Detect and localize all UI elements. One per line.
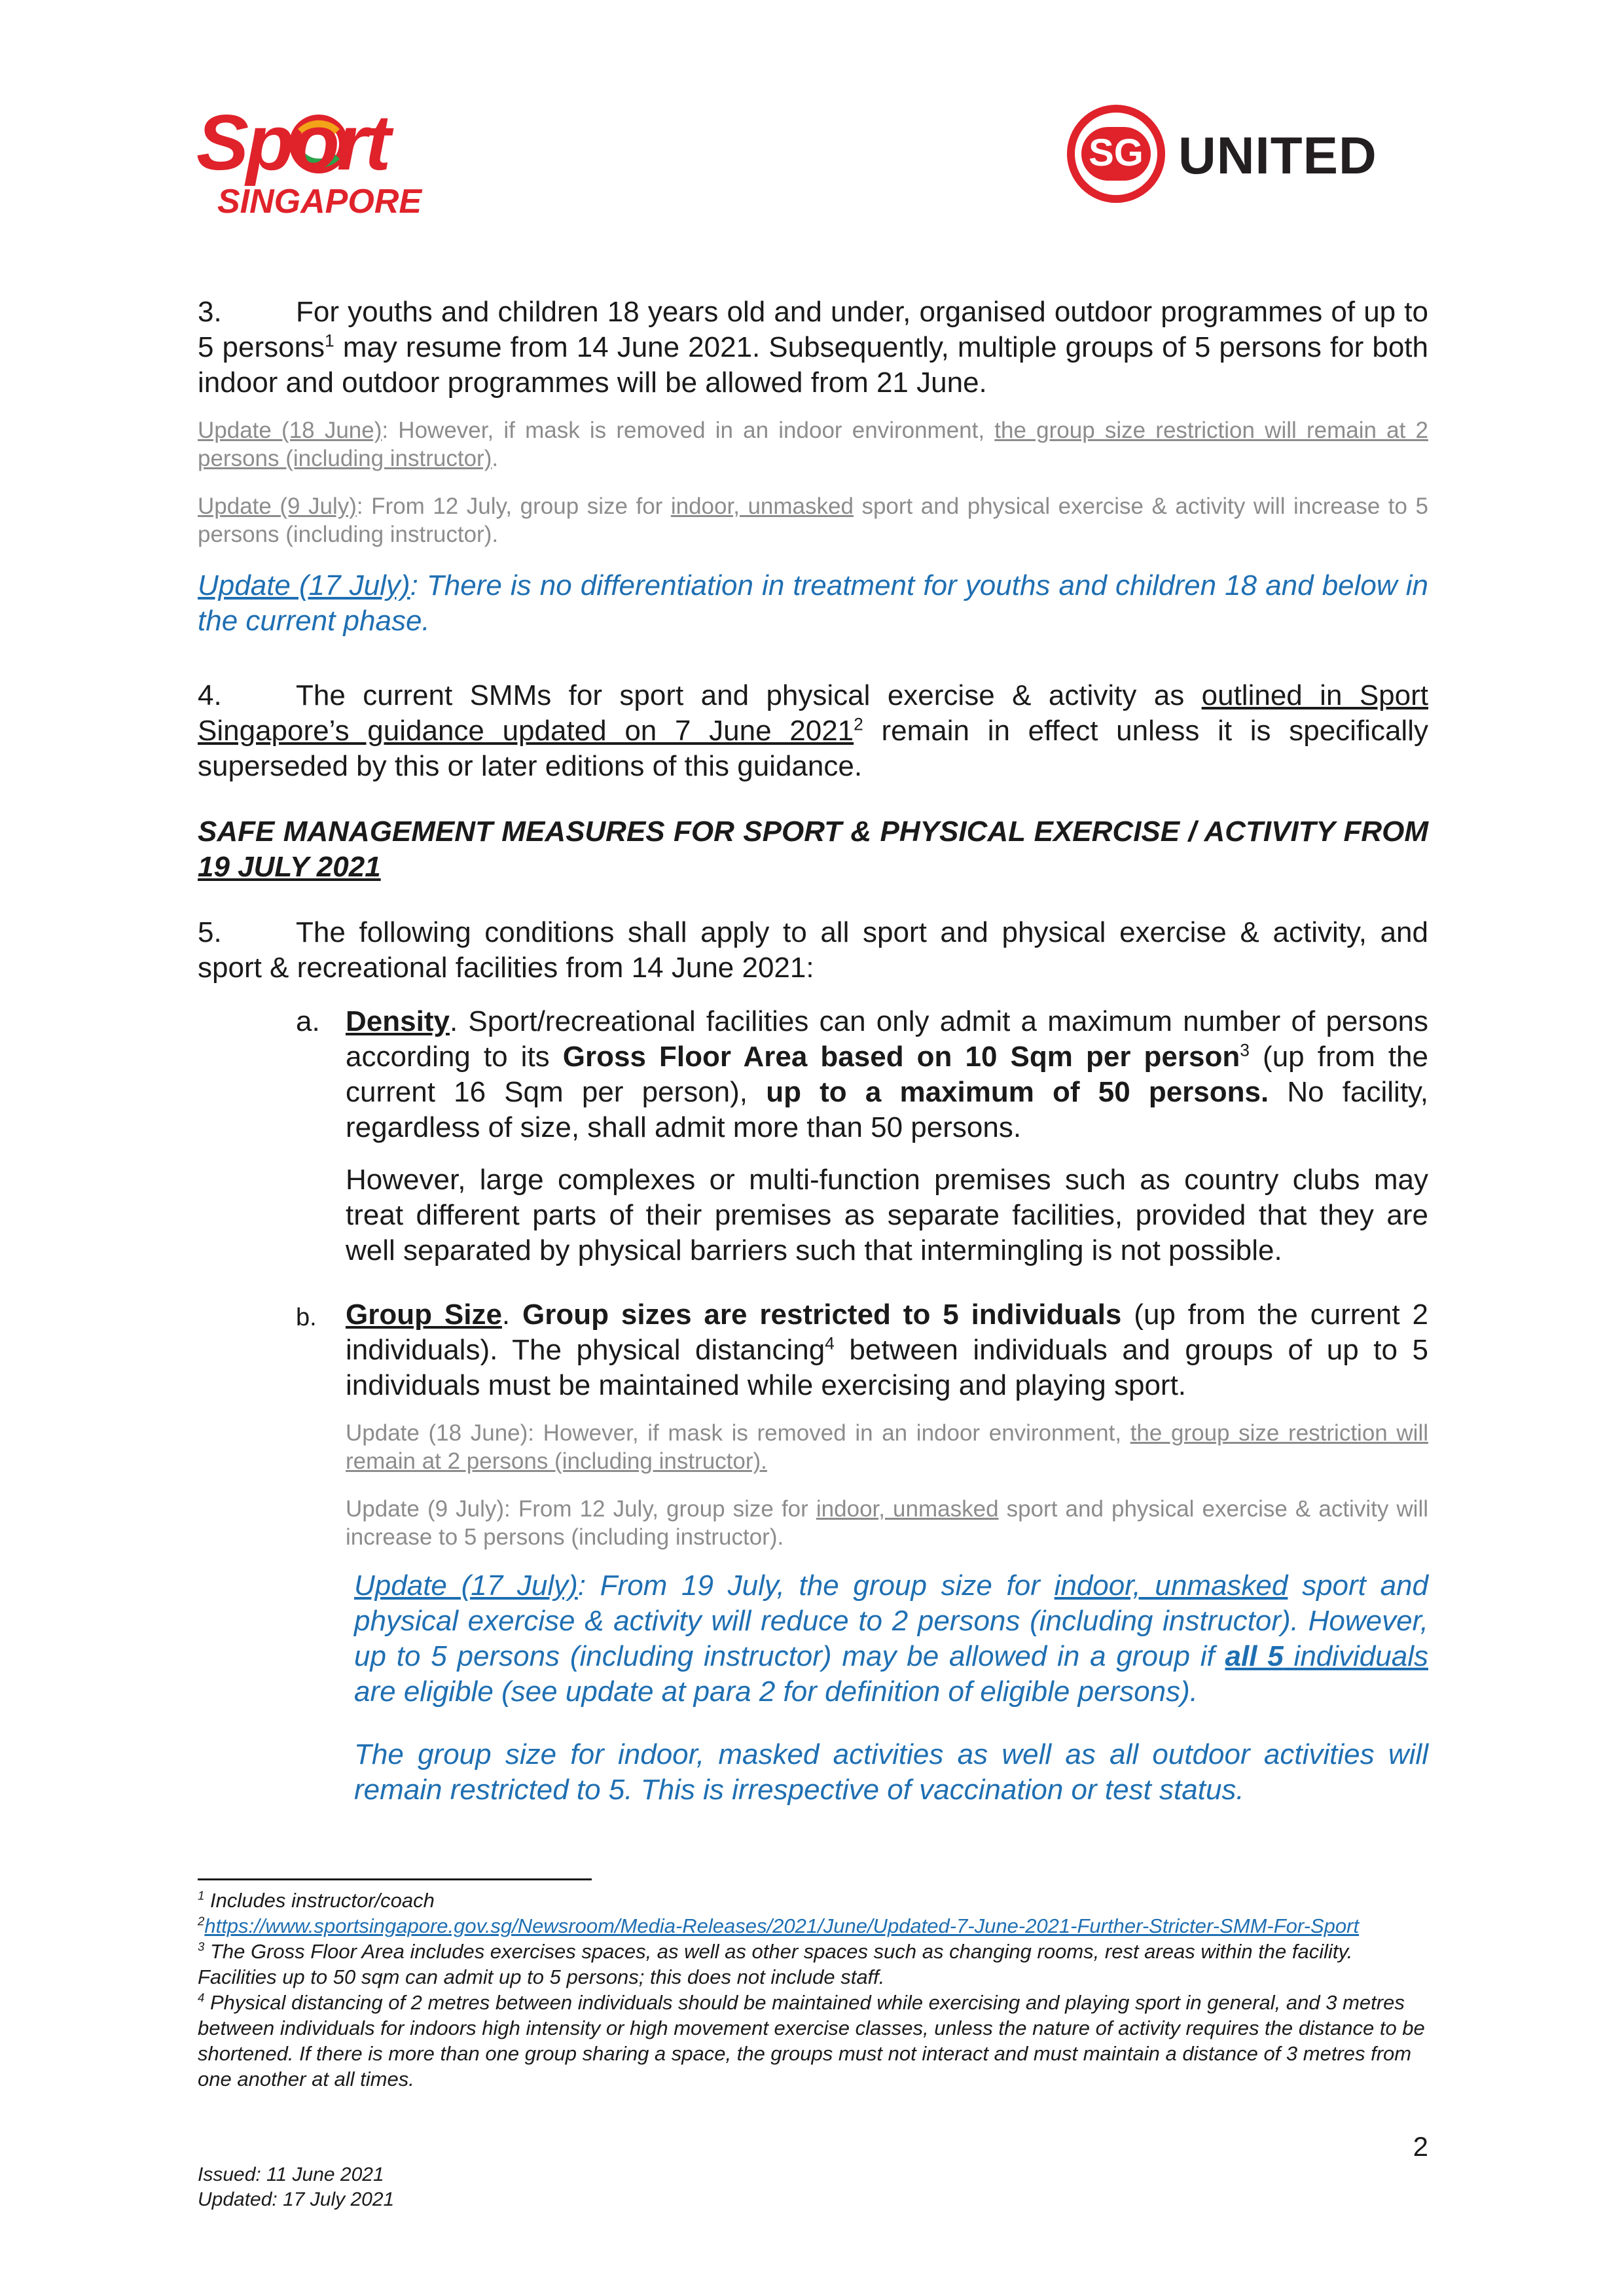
group-size-update-17-july-p2: The group size for indoor, masked activities as well as all outdoor activities will remain restricted to 5. This is irrespective of vaccination or test status. [354, 1738, 1428, 1806]
para-5-text: The following conditions shall apply to all sport and physical exercise & activity, and sport & recreational facilities from 14 June 2021: [198, 916, 1428, 984]
update-17-july-label: Update (17 July) [198, 569, 410, 601]
update-9-july-text-b: sport and physical exercise & activity will increase to 5 persons (including instructor). [198, 493, 1428, 547]
sg-text: SG [1089, 132, 1144, 174]
group-size-title: Group Size [346, 1299, 502, 1331]
footnote-3 [198, 1939, 1428, 1990]
group-size-sep: . [501, 1299, 523, 1331]
para-4-text-1: The current SMMs for sport and physical exercise & activity as [296, 679, 1202, 711]
update-9-july-text-a: : From 12 July, group size for [356, 493, 671, 519]
group-update-17-july-individuals: individuals [1283, 1640, 1428, 1672]
footnote-separator [198, 1878, 592, 1880]
update-18-june-text: : However, if mask is removed in an indoor environment, [382, 418, 995, 443]
update-18-june-label: Update (18 June) [198, 418, 382, 443]
para-3-number: 3. [198, 296, 222, 328]
para-4-text-2: remain in effect unless it is specifically superseded by this or later editions of this guidance. [198, 715, 1428, 782]
footnote-4-text: Physical distancing of 2 metres between individuals should be maintained while exercising and playing sport in general, and 3 metres between individuals for indoors high intensity or high movement exercise classes, unless the nature of activity requires the distance to be shortened. If there is more than one group sharing a space, the groups must not interact and must maintain a distance of 3 metres from one another at all times. [198, 1991, 1425, 2090]
group-size-text-1: (up from the current 2 individuals). The physical distancing [346, 1299, 1429, 1366]
para-3-update-18-june [198, 416, 1428, 473]
group-size-update-17-july [354, 1568, 1428, 1710]
issued-date: Issued: 11 June 2021 [198, 2164, 384, 2185]
footnote-ref-3[interactable]: 3 [1240, 1040, 1250, 1060]
para-3 [198, 295, 1428, 401]
group-update-17-july-all5: all 5 [1225, 1640, 1284, 1672]
footnote-4-marker: 4 [198, 1990, 205, 2005]
sport-singapore-guidance-link[interactable]: outlined in Sport Singapore’s guidance updated on 7 June 2021 [198, 679, 1428, 747]
density-text-1: . Sport/recreational facilities can only admit a maximum number of persons according to its [346, 1005, 1428, 1073]
footnote-1 [198, 1888, 1428, 1913]
group-size-letter: b. [296, 1304, 317, 1331]
density-max-bold: up to a maximum of 50 persons. [766, 1076, 1269, 1108]
update-9-july-underlined: indoor, unmasked [670, 493, 854, 519]
para-3-text-2: may resume from 14 June 2021. Subsequently, multiple groups of 5 persons for both indoor and outdoor programmes will be allowed from 21 June. [198, 331, 1428, 399]
para-3-update-9-july [198, 492, 1428, 548]
para-3-update-17-july [198, 568, 1428, 639]
group-update-17-july-text-b: sport and physical exercise & activity will reduce to 2 persons (including instructor). However, up to 5 persons (including instructor) may be allowed in a group if [354, 1570, 1428, 1672]
group-size-update-9-july [346, 1495, 1428, 1551]
footnote-2 [198, 1913, 1428, 1939]
para-3-text-1: For youths and children 18 years old and under, organised outdoor programmes of up to 5 persons [198, 296, 1428, 363]
density-paragraph-2: However, large complexes or multi-function premises such as country clubs may treat different parts of their premises as separate facilities, provided that they are well separated by physical barriers such that intermingling is not possible. [346, 1164, 1428, 1266]
section-heading-text: SAFE MANAGEMENT MEASURES FOR SPORT & PHYSICAL EXERCISE / ACTIVITY FROM [198, 816, 1428, 848]
footnote-2-marker: 2 [198, 1914, 205, 1928]
density-text-3: No facility, regardless of size, shall admit more than 50 persons. [346, 1076, 1429, 1143]
para-5-number: 5. [198, 916, 222, 948]
update-9-july-label: Update (9 July) [198, 493, 357, 519]
group-update-17-july-underlined: indoor, unmasked [1054, 1570, 1288, 1602]
footnote-1-marker: 1 [198, 1888, 205, 1903]
group-update-9-july-text-a: Update (9 July): From 12 July, group size for [346, 1496, 816, 1522]
update-18-june-underlined: the group size restriction will remain at 2 persons (including instructor) [198, 418, 1428, 471]
footnote-ref-2[interactable]: 2 [854, 714, 863, 734]
footnotes [198, 1888, 1428, 2092]
section-heading-date: 19 JULY 2021 [198, 851, 381, 883]
sport-singapore-logo [196, 98, 445, 229]
group-update-9-july-underlined: indoor, unmasked [816, 1496, 999, 1522]
sg-united-logo [1067, 105, 1434, 216]
para-5 [198, 915, 1428, 986]
density-title: Density [346, 1005, 450, 1037]
para-4 [198, 678, 1428, 784]
group-size-text-2: between individuals and groups of up to 5 individuals must be maintained while exercising and playing sport. [346, 1334, 1428, 1401]
footnote-ref-1[interactable]: 1 [325, 331, 334, 351]
density-letter: a. [296, 1005, 320, 1037]
group-update-18-june-underlined: the group size restriction will remain at 2 persons (including instructor). [346, 1420, 1428, 1474]
sg-roundel [1067, 105, 1165, 203]
group-update-17-july-text-a: : From 19 July, the group size for [577, 1570, 1055, 1602]
update-18-june-end: . [492, 446, 499, 471]
footnote-1-text: Includes instructor/coach [204, 1889, 435, 1912]
united-text: UNITED [1178, 126, 1377, 185]
page-number: 2 [1413, 2131, 1428, 2162]
para-4-number: 4. [198, 679, 222, 711]
footnote-2-link[interactable]: https://www.sportsingapore.gov.sg/Newsroom/Media-Releases/2021/June/Updated-7-June-2021-Further-Stricter-SMM-For-Sport [204, 1914, 1360, 1937]
group-size-update-18-june [346, 1419, 1428, 1475]
group-size-bold: Group sizes are restricted to 5 individuals [522, 1299, 1122, 1331]
density-paragraph [346, 1004, 1428, 1145]
density-gfa-bold: Gross Floor Area based on 10 Sqm per person [562, 1041, 1240, 1073]
footnote-ref-4[interactable]: 4 [825, 1333, 835, 1354]
density-text-2: (up from the current 16 Sqm per person), [346, 1041, 1428, 1108]
updated-date: Updated: 17 July 2021 [198, 2189, 395, 2210]
group-size-paragraph [346, 1297, 1428, 1403]
footnote-3-text: The Gross Floor Area includes exercises spaces, as well as other spaces such as changing rooms, rest areas within the facility. Facilities up to 50 sqm can admit up to 5 persons; this does not include staff. [198, 1940, 1353, 1988]
section-heading [198, 814, 1428, 885]
update-17-july-text: : There is no differentiation in treatment for youths and children 18 and below in the current phase. [198, 569, 1428, 637]
group-update-18-june-text: Update (18 June): However, if mask is removed in an indoor environment, [346, 1420, 1130, 1446]
group-update-17-july-label: Update (17 July) [354, 1570, 578, 1602]
sport-logo-word: Sport [196, 99, 389, 187]
footnote-3-marker: 3 [198, 1939, 205, 1954]
group-update-17-july-text-c: are eligible (see update at para 2 for definition of eligible persons). [354, 1676, 1199, 1708]
group-update-9-july-text-b: sport and physical exercise & activity will increase to 5 persons (including instructor). [346, 1496, 1429, 1550]
singapore-logo-word: SINGAPORE [217, 183, 422, 221]
footnote-4 [198, 1990, 1428, 2092]
